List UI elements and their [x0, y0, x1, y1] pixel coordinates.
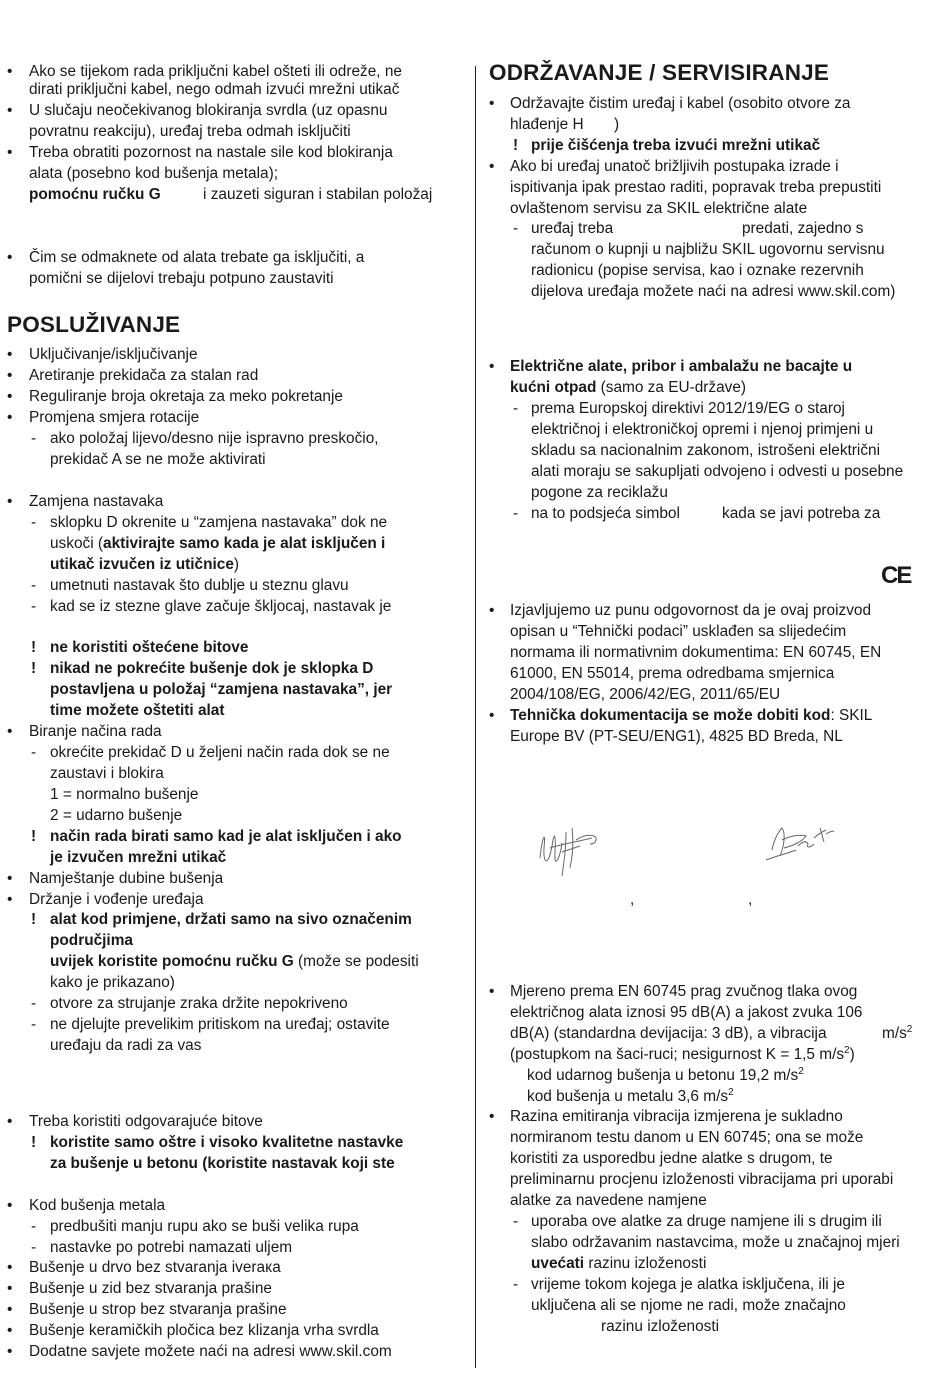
- text-line: kod udarnog bušenja u betonu 19,2 $m/s^2$: [527, 1065, 804, 1084]
- dash: -: [31, 1016, 37, 1033]
- text-line: Aretiranje prekidača za stalan rad: [29, 367, 259, 384]
- text-line: kada se javi potreba za: [722, 505, 881, 522]
- text-line: predbušiti manju rupu ako se buši velika rupa: [50, 1218, 359, 1235]
- text-line: područjima: [50, 932, 133, 949]
- bullet: •: [7, 388, 13, 405]
- text-line: kako je prikazano): [50, 974, 175, 991]
- text-line: radionicu (popise servisa, kao i oznake rezervnih: [531, 262, 864, 279]
- text-line: ne koristiti oštećene bitove: [50, 639, 249, 656]
- bullet: •: [489, 602, 495, 619]
- text-line: utikač izvučen iz utičnice): [50, 556, 240, 573]
- section-heading: POSLUŽIVANJE: [7, 312, 181, 337]
- warning-mark: !: [31, 911, 37, 928]
- text-line: računom o kupnji u najbližu SKIL ugovornu servisnu: [531, 241, 885, 258]
- text-line: postavljena u položaj “zamjena nastavaka”, jer: [50, 681, 393, 698]
- text-line: ispitivanja ipak prestao raditi, popravak treba prepustiti: [510, 179, 882, 196]
- text-line: Bušenje u strop bez stvaranja prašine: [29, 1301, 287, 1318]
- text-line: slabo održavanim nastavcima, može u značajnoj mjeri: [531, 1234, 900, 1251]
- text-line: Kod bušenja metala: [29, 1197, 166, 1214]
- text-line: je izvučen mrežni utikač: [50, 849, 227, 866]
- text-line: normiranom testu danom u EN 60745; ona se može: [510, 1129, 864, 1146]
- text-line: skladu sa nacionalnim zakonom, istrošeni električni: [531, 442, 881, 459]
- text-line: i zauzeti siguran i stabilan položaj: [203, 186, 433, 203]
- text-line: uređaj treba: [531, 220, 614, 237]
- warning-mark: !: [31, 660, 37, 677]
- text-line: kućni otpad (samo za EU-države): [510, 379, 747, 396]
- text-line: uporaba ove alatke za druge namjene ili s drugim ili: [531, 1213, 882, 1230]
- text-line: alata (posebno kod bušenja metala);: [29, 165, 278, 182]
- text-line: ovlaštenom servisu za SKIL električne alate: [510, 200, 808, 217]
- dash: -: [513, 400, 519, 417]
- text-line: preliminarnu procjenu izloženosti vibracijama pri uporabi: [510, 1171, 894, 1188]
- dash: -: [513, 505, 519, 522]
- text-line: na to podsjeća simbol: [531, 505, 680, 522]
- text-line: Europe BV (PT-SEU/ENG1), 4825 BD Breda, NL: [510, 728, 843, 745]
- text-line: $m/s^2$: [882, 1023, 913, 1042]
- text-line: ne djelujte prevelikim pritiskom na uređaj; ostavite: [50, 1016, 390, 1033]
- signature-2-icon: [762, 820, 838, 868]
- text-line: dirati priključni kabel, nego odmah izvući mrežni utikač: [29, 81, 400, 98]
- bullet: •: [7, 1322, 13, 1339]
- text-line: Treba obratiti pozornost na nastale sile kod blokiranja: [29, 144, 393, 161]
- bullet: •: [7, 367, 13, 384]
- text-line: uvijek koristite pomoćnu ručku G (može se podesiti: [50, 953, 419, 970]
- text-line: Treba koristiti odgovarajuće bitove: [29, 1113, 263, 1130]
- text-line: U slučaju neočekivanog blokiranja svrdla (uz opasnu: [29, 102, 388, 119]
- text-line: sklopku D okrenite u “zamjena nastavaka” dok ne: [50, 514, 388, 531]
- text-line: Dodatne savjete možete naći na adresi www.skil.com: [29, 1343, 392, 1360]
- text-line: povratnu reakciju), uređaj treba odmah isključiti: [29, 123, 351, 140]
- bullet: •: [489, 158, 495, 175]
- dash: -: [31, 995, 37, 1012]
- text-line: dB(A) (standardna devijacija: 3 dB), a vibracija: [510, 1025, 827, 1042]
- text-line: električnog alata iznosi 95 dB(A) a jakost zvuka 106: [510, 1004, 863, 1021]
- bullet: •: [7, 1343, 13, 1360]
- bullet: •: [7, 870, 13, 887]
- bullet: •: [7, 63, 13, 80]
- bullet: •: [7, 1197, 13, 1214]
- bullet: •: [7, 249, 13, 266]
- dash: -: [31, 1218, 37, 1235]
- text-line: Uključivanje/isključivanje: [29, 346, 198, 363]
- text-line: okrećite prekidač D u željeni način rada dok se ne: [50, 744, 390, 761]
- text-line: ): [614, 116, 620, 133]
- dash: -: [31, 514, 37, 531]
- bullet: •: [7, 493, 13, 510]
- text-line: razinu izloženosti: [601, 1318, 720, 1335]
- text-line: pogone za reciklažu: [531, 484, 668, 501]
- dash: -: [513, 220, 519, 237]
- bullet: •: [7, 1280, 13, 1297]
- text-line: prekidač A se ne može aktivirati: [50, 451, 266, 468]
- bullet: •: [489, 95, 495, 112]
- signature-1-icon: [532, 818, 614, 882]
- section-heading: ODRŽAVANJE / SERVISIRANJE: [489, 60, 830, 85]
- text-line: način rada birati samo kad je alat isključen i ako: [50, 828, 402, 845]
- bullet: •: [7, 102, 13, 119]
- text-line: Namještanje dubine bušenja: [29, 870, 224, 887]
- text-line: Promjena smjera rotacije: [29, 409, 200, 426]
- text-line: vrijeme tokom kojega je alatka isključena, ili je: [531, 1276, 845, 1293]
- text-line: električnoj i elektroničkoj opremi i njenoj primjeni u: [531, 421, 874, 438]
- text-line: Električne alate, pribor i ambalažu ne bacajte u: [510, 358, 853, 375]
- text-line: opisan u “Tehnički podaci” usklađen sa slijedećim: [510, 623, 847, 640]
- text-line: Mjereno prema EN 60745 prag zvučnog tlaka ovog: [510, 983, 858, 1000]
- bullet: •: [7, 409, 13, 426]
- dash: -: [31, 598, 37, 615]
- text-line: koristite samo oštre i visoko kvalitetne nastavke: [50, 1134, 404, 1151]
- text-line: 61000, EN 55014, prema odredbama smjernica: [510, 665, 835, 682]
- text-line: alat kod primjene, držati samo na sivo označenim: [50, 911, 412, 928]
- dash: -: [31, 430, 37, 447]
- text-line: kad se iz stezne glave začuje škljocaj, nastavak je: [50, 598, 392, 615]
- bullet: •: [7, 1259, 13, 1276]
- warning-mark: !: [513, 137, 519, 154]
- text-line: prije čišćenja treba izvući mrežni utikač: [531, 137, 821, 154]
- text-line: uvećati razinu izloženosti: [531, 1255, 707, 1272]
- bullet: •: [7, 723, 13, 740]
- text-line: pomoćnu ručku G: [29, 186, 161, 203]
- text-line: umetnuti nastavak što dublje u steznu glavu: [50, 577, 349, 594]
- text-line: alati moraju se sakupljati odvojeno i odvesti u posebne: [531, 463, 904, 480]
- text-line: nikad ne pokrećite bušenje dok je sklopka D: [50, 660, 374, 677]
- bullet: •: [7, 891, 13, 908]
- dash: -: [513, 1213, 519, 1230]
- column-divider: [475, 66, 476, 1368]
- warning-mark: !: [31, 828, 37, 845]
- text-line: kod bušenja u metalu 3,6 $m/s^2$: [527, 1086, 734, 1105]
- text-line: time možete oštetiti alat: [50, 702, 225, 719]
- text-line: Bušenje u drvo bez stvaranja iverака: [29, 1259, 281, 1276]
- text-line: predati, zajedno s: [742, 220, 864, 237]
- text-line: Bušenje u zid bez stvaranja prašine: [29, 1280, 272, 1297]
- bullet: •: [7, 1301, 13, 1318]
- text-line: Izjavljujemo uz punu odgovornost da je ovaj proizvod: [510, 602, 872, 619]
- warning-mark: !: [31, 639, 37, 656]
- comma-mark: ,: [748, 891, 753, 908]
- text-line: Čim se odmaknete od alata trebate ga isključiti, a: [29, 249, 365, 266]
- text-line: Zamjena nastavaka: [29, 493, 164, 510]
- text-line: normama ili normativnim dokumentima: EN 60745, EN: [510, 644, 882, 661]
- bullet: •: [7, 1113, 13, 1130]
- text-line: koristiti za usporedbu jedne alatke s drugom, te: [510, 1150, 833, 1167]
- text-line: nastavke po potrebi namazati uljem: [50, 1239, 293, 1256]
- bullet: •: [489, 707, 495, 724]
- text-line: Razina emitiranja vibracija izmjerena je sukladno: [510, 1108, 843, 1125]
- text-line: (postupkom na šaci-ruci; nesigurnost K = 1,5 $m/s^2$): [510, 1044, 855, 1063]
- text-line: 2 = udarno bušenje: [50, 807, 183, 824]
- dash: -: [31, 744, 37, 761]
- text-line: Biranje načina rada: [29, 723, 162, 740]
- text-line: hlađenje H: [510, 116, 584, 133]
- bullet: •: [489, 983, 495, 1000]
- dash: -: [31, 1239, 37, 1256]
- text-line: Održavajte čistim uređaj i kabel (osobito otvore za: [510, 95, 851, 112]
- text-line: Bušenje keramičkih pločica bez klizanja vrha svrdla: [29, 1322, 379, 1339]
- bullet: •: [7, 346, 13, 363]
- text-line: Ako se tijekom rada priključni kabel ošteti ili odreže, ne: [29, 63, 402, 80]
- text-line: alatke za navedene namjene: [510, 1192, 707, 1209]
- warning-mark: !: [31, 1134, 37, 1151]
- bullet: •: [7, 144, 13, 161]
- text-line: dijelova uređaja možete naći na adresi www.skil.com): [531, 283, 896, 300]
- comma-mark: ,: [630, 891, 635, 908]
- dash: -: [513, 1276, 519, 1293]
- text-line: Ako bi uređaj unatoč brižljivih postupaka izrade i: [510, 158, 839, 175]
- text-line: uređaju da radi za vas: [50, 1037, 202, 1054]
- text-line: ako položaj lijevo/desno nije ispravno preskočio,: [50, 430, 379, 447]
- bullet: •: [489, 1108, 495, 1125]
- text-line: zaustavi i blokira: [50, 765, 164, 782]
- text-line: 2004/108/EG, 2006/42/EG, 2011/65/EU: [510, 686, 781, 703]
- text-line: 1 = normalno bušenje: [50, 786, 199, 803]
- text-line: otvore za strujanje zraka držite nepokriveno: [50, 995, 348, 1012]
- text-line: prema Europskoj direktivi 2012/19/EG o starој: [531, 400, 845, 417]
- text-line: Tehnička dokumentacija se može dobiti kod: SKIL: [510, 707, 873, 724]
- text-line: za bušenje u betonu (koristite nastavak koji ste: [50, 1155, 395, 1172]
- ce-mark: CE: [881, 562, 911, 589]
- bullet: •: [489, 358, 495, 375]
- text-line: pomični se dijelovi trebaju potpuno zaustaviti: [29, 270, 334, 287]
- text-line: Držanje i vođenje uređaja: [29, 891, 204, 908]
- dash: -: [31, 577, 37, 594]
- text-line: uključena ali se njome ne radi, može značajno: [531, 1297, 846, 1314]
- text-line: Reguliranje broja okretaja za meko pokretanje: [29, 388, 343, 405]
- text-line: uskoči (aktivirajte samo kada je alat isključen i: [50, 535, 386, 552]
